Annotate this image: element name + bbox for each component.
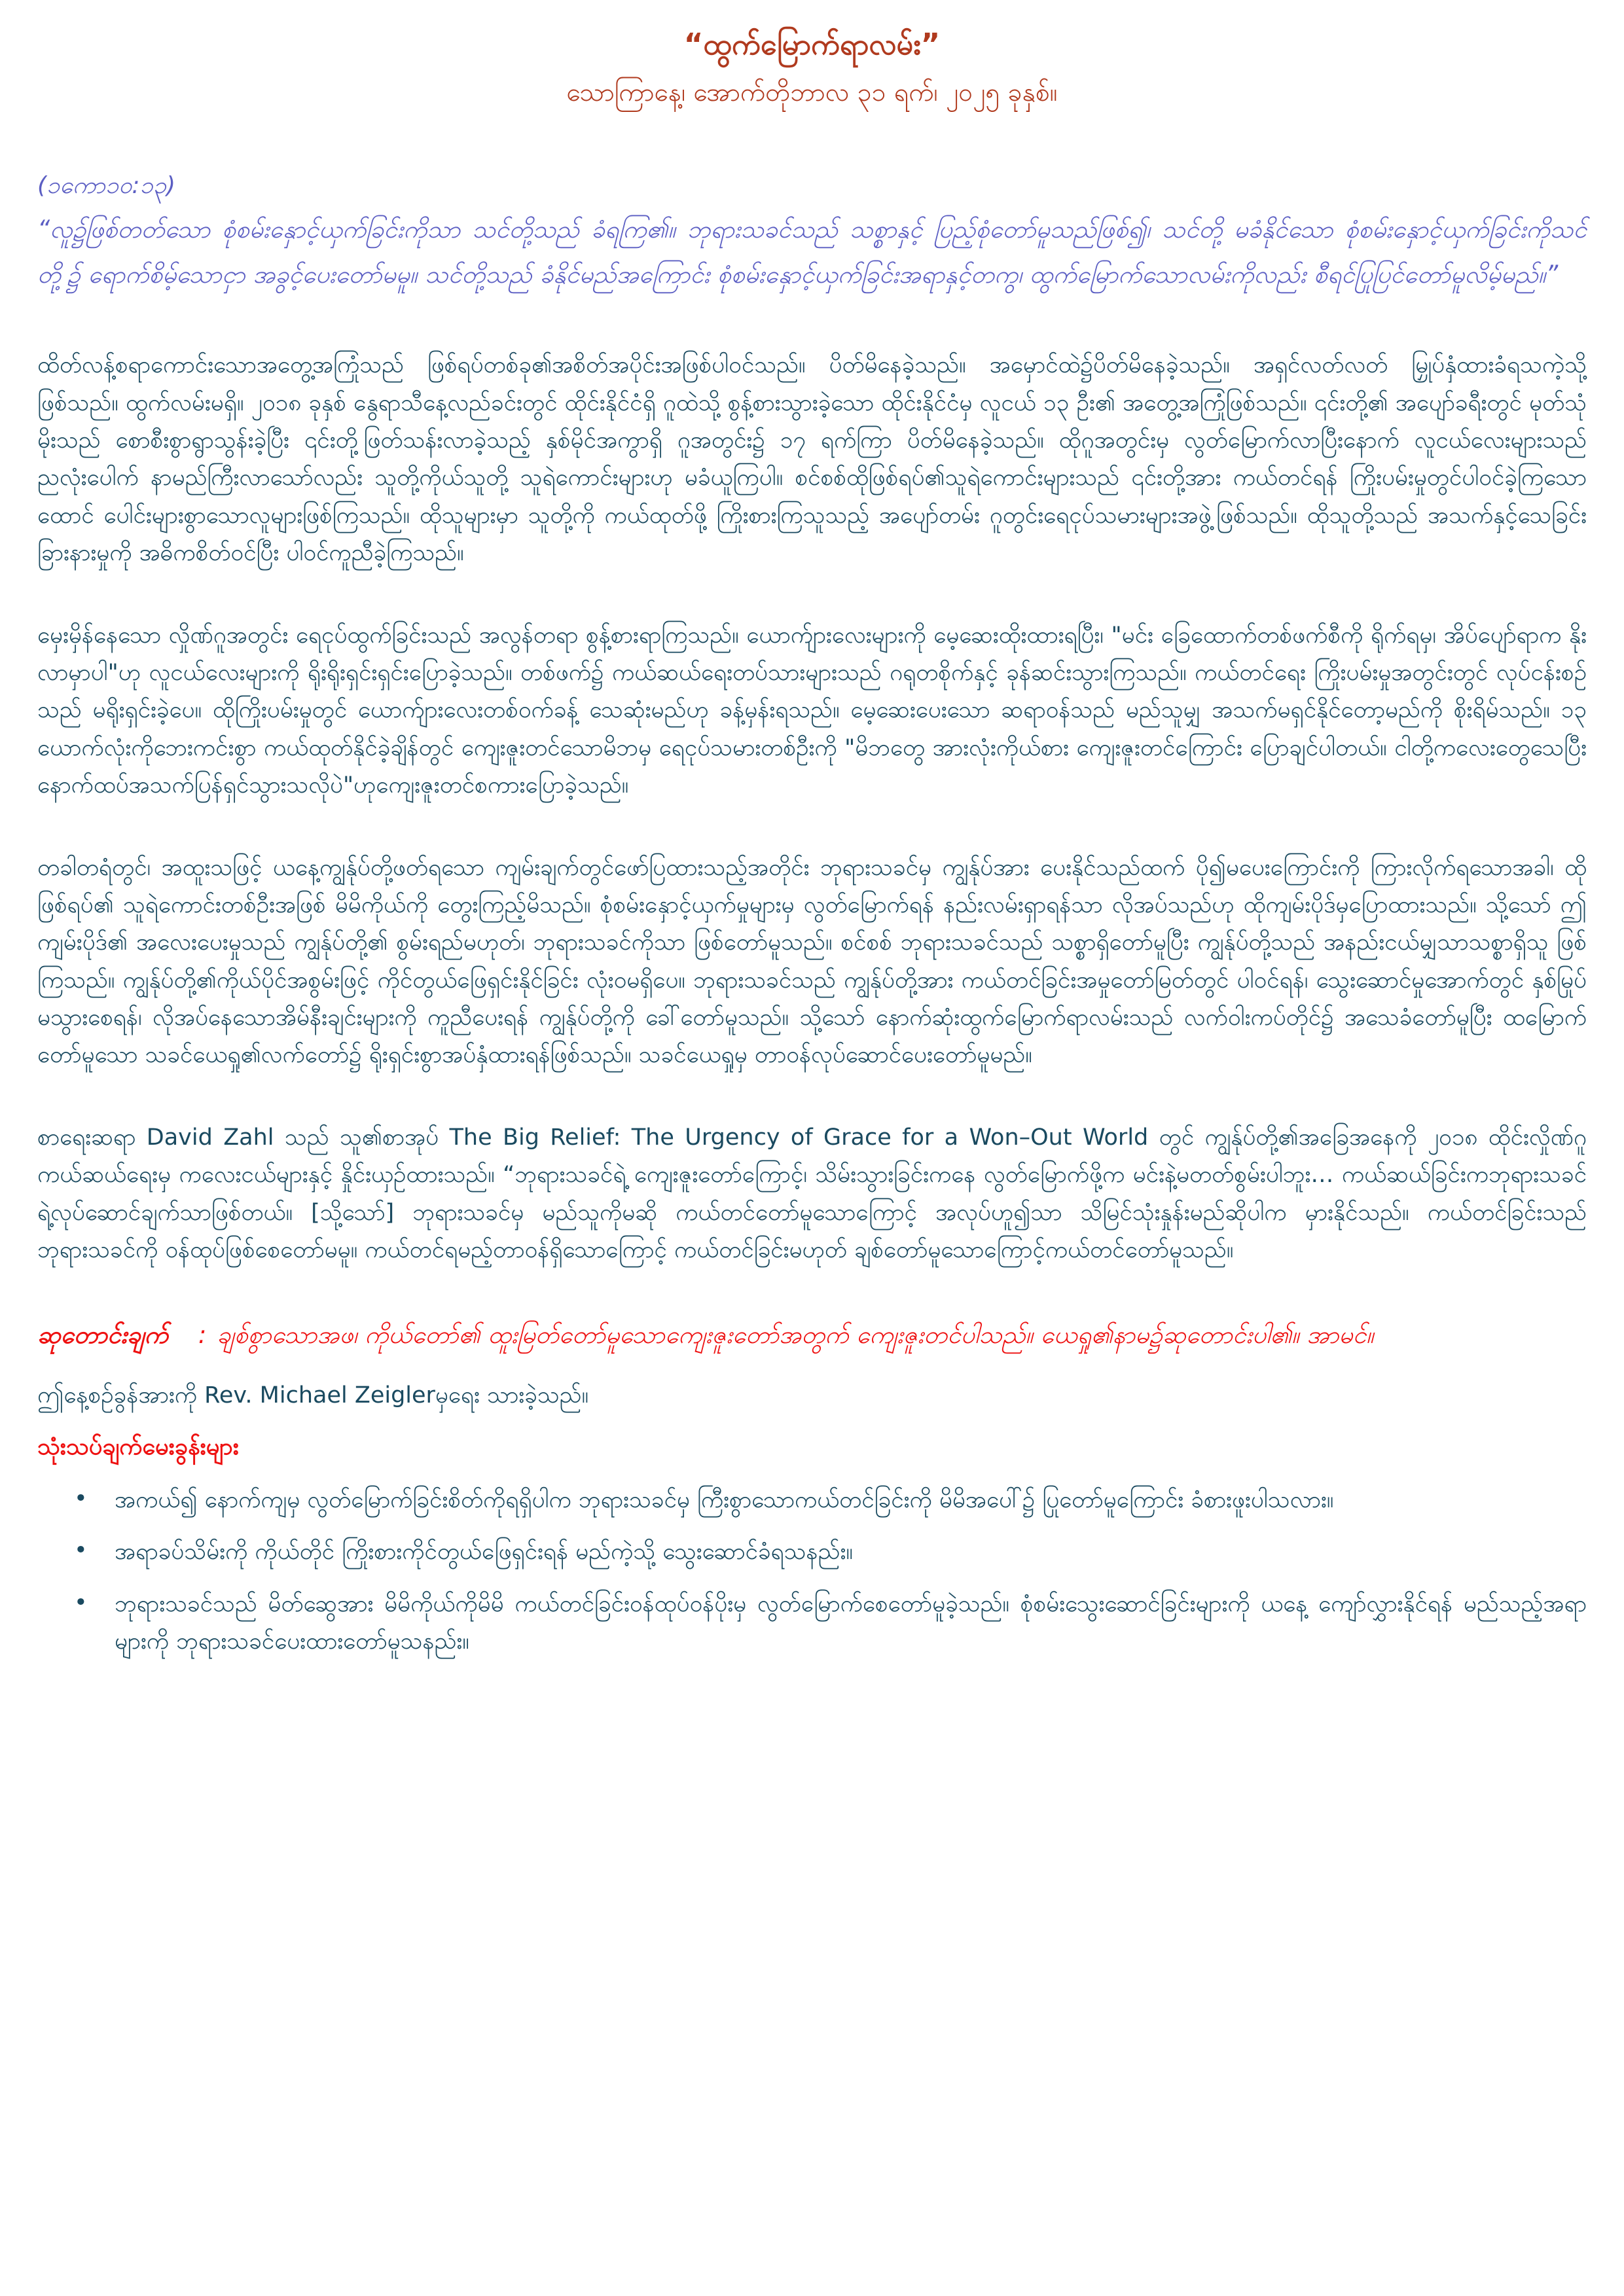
body-paragraph-2: မှေးမှိန်နေသော လှိုဏ်ဂူအတွင်း ရေငုပ်ထွက်ခြင်းသည် အလွန်တရာ စွန့်စားရာကြသည်။ ယောက်ျားလေးများကို မေ့ဆေးထိုးထားရပြီး၊ "မင်း ခြေထောက်တစ်ဖက်စီကို ရိုက်ရမှ၊ အိပ်ပျော်ရာက နိုးလာမှာပါ"ဟု လူငယ်လေးများကို ရိုးရိုးရှင်းရှင်းပြောခဲ့သည်။ တစ်ဖက်၌ ကယ်ဆယ်ရေးတပ်သားများသည် ဂရုတစိုက်နှင့် ခုန်ဆင်းသွားကြသည်။ ကယ်တင်ရေး ကြိုးပမ်းမှုအတွင်းတွင် လုပ်ငန်းစဉ်သည် မရိုးရှင်းခဲ့ပေ။ ထိုကြိုးပမ်းမှုတွင် ယောက်ျားလေးတစ်ဝက်ခန့် သေဆုံးမည်ဟု ခန့်မှန်းရသည်။ မေ့ဆေးပေးသော ဆရာဝန်သည် မည်သူမျှ အသက်မရှင်နိုင်တော့မည်ကို စိုးရိမ်သည်။ ၁၃ ယောက်လုံးကိုဘေးကင်းစွာ ကယ်ထုတ်နိုင်ခဲ့ချိန်တွင် ကျေးဇူးတင်သောမိဘမှ ရေငုပ်သမားတစ်ဦးကို "မိဘတွေ အားလုံးကိုယ်စား ကျေးဇူးတင်ကြောင်း ပြောချင်ပါတယ်။ ငါတို့ကလေးတွေသေပြီး နောက်ထပ်အသက်ပြန်ရှင်သွားသလိုပဲ"ဟုကျေးဇူးတင်စကားပြောခဲ့သည်။ <box>37 622 1587 799</box>
prayer-text: ချစ်စွာသောအဖ၊ ကိုယ်တော်၏ ထူးမြတ်တော်မူသောကျေးဇူးတော်အတွက် ကျေးဇူးတင်ပါသည်။ ယေရှု၏နာမ၌ဆုတောင်းပါ၏။ အာမင်။ <box>217 1321 1374 1350</box>
question-item-2 <box>37 1534 1587 1571</box>
body-paragraph-3: တခါတရံတွင်၊ အထူးသဖြင့် ယနေ့ကျွန်ုပ်တို့ဖတ်ရသော ကျမ်းချက်တွင်ဖော်ပြထားသည့်အတိုင်း ဘုရားသခင်မှ ကျွန်ုပ်အား ပေးနိုင်သည်ထက် ပို၍မပေးကြောင်းကို ကြားလိုက်ရသောအခါ၊ ထိုဖြစ်ရပ်၏ သူရဲကောင်းတစ်ဦးအဖြစ် မိမိကိုယ်ကို တွေးကြည့်မိသည်။ စုံစမ်းနှောင့်ယှက်မှုများမှ လွတ်မြောက်ရန် နည်းလမ်းရှာရန်သာ လိုအပ်သည်ဟု ထိုကျမ်းပိုဒ်မှပြောထားသည်။ သို့သော် ဤကျမ်းပိုဒ်၏ အလေးပေးမှုသည် ကျွန်ုပ်တို့၏ စွမ်းရည်မဟုတ်၊ ဘုရားသခင်ကိုသာ ဖြစ်တော်မူသည်။ စင်စစ် ဘုရားသခင်သည် သစ္စာရှိတော်မူပြီး ကျွန်ုပ်တို့သည် အနည်းငယ်မျှသာသစ္စာရှိသူ ဖြစ်ကြသည်။ ကျွန်ုပ်တို့၏ကိုယ်ပိုင်အစွမ်းဖြင့် ကိုင်တွယ်ဖြေရှင်းနိုင်ခြင်း လုံးဝမရှိပေ။ ဘုရားသခင်သည် ကျွန်ုပ်တို့အား ကယ်တင်ခြင်းအမှုတော်မြတ်တွင် ပါဝင်ရန်၊ သွေးဆောင်မှုအောက်တွင် နှစ်မြုပ်မသွားစေရန်၊ လိုအပ်နေသောအိမ်နီးချင်းများကို ကူညီပေးရန် ကျွန်ုပ်တို့ကို ခေါ်တော်မူသည်။ သို့သော် နောက်ဆုံးထွက်မြောက်ရာလမ်းသည် လက်ဝါးကပ်တိုင်၌ အသေခံတော်မူပြီး ထမြောက်တော်မူသော သခင်ယေရှု၏လက်တော်၌ ရိုးရှင်းစွာအပ်နှံထားရန်ဖြစ်သည်။ သခင်ယေရှုမှ တာဝန်လုပ်ဆောင်ပေးတော်မူမည်။ <box>37 854 1587 1069</box>
bullet-icon: • <box>74 1486 88 1513</box>
question-item-1 <box>37 1482 1587 1519</box>
scripture-reference: (၁ကော၁၀:၁၃) <box>37 172 176 200</box>
attribution-line: ဤနေ့စဉ်ခွန်အားကို Rev. Michael Zeiglerမှရေး သားခဲ့သည်။ <box>37 1382 589 1409</box>
question-list <box>37 1482 1587 1661</box>
prayer-colon: : <box>198 1321 207 1350</box>
questions-heading: သုံးသပ်ချက်မေးခွန်းများ <box>37 1433 239 1461</box>
scripture-quote: “လူ၌ဖြစ်တတ်သော စုံစမ်းနှောင့်ယှက်ခြင်းကိုသာ သင်တို့သည် ခံရကြ၏။ ဘုရားသခင်သည် သစ္စာနှင့် ပြည့်စုံတော်မူသည်ဖြစ်၍၊ သင်တို့ မခံနိုင်သော စုံစမ်းနှောင့်ယှက်ခြင်းကိုသင်တို့၌ ရောက်စိမ့်သောငှာ အခွင့်ပေးတော်မမူ။ သင်တို့သည် ခံနိုင်မည်အကြောင်း စုံစမ်းနှောင့်ယှက်ခြင်းအရာနှင့်တကွ၊ ထွက်မြောက်သောလမ်းကိုလည်း စီရင်ပြုပြင်တော်မူလိမ့်မည်။” <box>37 215 1587 289</box>
bullet-icon: • <box>74 1537 88 1564</box>
prayer-paragraph <box>37 1314 1587 1357</box>
page-title: “ထွက်မြောက်ရာလမ်း” <box>683 27 941 62</box>
question-text: အရာခပ်သိမ်းကို ကိုယ်တိုင် ကြိုးစားကိုင်တွယ်ဖြေရှင်းရန် မည်ကဲ့သို့ သွေးဆောင်ခံရသနည်း။ <box>115 1539 853 1566</box>
date-line: သောကြာနေ့၊ အောက်တိုဘာလ ၃၁ ရက်၊ ၂၀၂၅ ခုနှစ်။ <box>566 77 1058 107</box>
prayer-label: ဆုတောင်းချက် <box>37 1321 168 1350</box>
body-paragraph-1: ထိတ်လန့်စရာကောင်းသောအတွေ့အကြုံသည် ဖြစ်ရပ်တစ်ခု၏အစိတ်အပိုင်းအဖြစ်ပါဝင်သည်။ ပိတ်မိနေခဲ့သည်။ အမှောင်ထဲ၌ပိတ်မိနေခဲ့သည်။ အရှင်လတ်လတ် မြှုပ်နှံထားခံရသကဲ့သို့ဖြစ်သည်။ ထွက်လမ်းမရှိ။ ၂၀၁၈ ခုနှစ် နွေရာသီနေ့လည်ခင်းတွင် ထိုင်းနိုင်ငံရှိ ဂူထဲသို့ စွန့်စားသွားခဲ့သော ထိုင်းနိုင်ငံမှ လူငယ် ၁၃ ဦး၏ အတွေ့အကြုံဖြစ်သည်။ ၎င်းတို့၏ အပျော်ခရီးတွင် မုတ်သုံမိုးသည် စောစီးစွာရွာသွန်းခဲ့ပြီး ၎င်းတို့ဖြတ်သန်းလာခဲ့သည့် နှစ်မိုင်အကွာရှိ ဂူအတွင်း၌ ၁၇ ရက်ကြာ ပိတ်မိနေခဲ့သည်။ ထိုဂူအတွင်းမှ လွတ်မြောက်လာပြီးနောက် လူငယ်လေးများသည် ညလုံးပေါက် နာမည်ကြီးလာသော်လည်း သူတို့ကိုယ်သူတို့ သူရဲကောင်းများဟု မခံယူကြပါ။ စင်စစ်ထိုဖြစ်ရပ်၏သူရဲကောင်းများသည် ၎င်းတို့အား ကယ်တင်ရန် ကြိုးပမ်းမှုတွင်ပါဝင်ခဲ့ကြသောထောင် ပေါင်းများစွာသောလူများဖြစ်ကြသည်။ ထိုသူများမှာ သူတို့ကို ကယ်ထုတ်ဖို့ ကြိုးစားကြသူသည့် အပျော်တမ်း ဂူတွင်းရေငုပ်သမားများအဖွဲ့ဖြစ်သည်။ ထိုသူတို့သည် အသက်နှင့်သေခြင်းခြားနားမှုကို အဓိကစိတ်ဝင်ပြီး ပါဝင်ကူညီခဲ့ကြသည်။ <box>37 352 1587 567</box>
question-item-3 <box>37 1586 1587 1661</box>
body-paragraph-4: စာရေးဆရာ David Zahl သည် သူ၏စာအုပ် The Big Relief: The Urgency of Grace for a Won–Out World တွင် ကျွန်ုပ်တို့၏အခြေအနေကို ၂၀၁၈ ထိုင်းလှိုဏ်ဂူကယ်ဆယ်ရေးမှ ကလေးငယ်များနှင့် နှိုင်းယှဉ်ထားသည်။ “ဘုရားသခင်ရဲ့ ကျေးဇူးတော်ကြောင့်၊ သိမ်းသွားခြင်းကနေ လွတ်မြောက်ဖို့က မင်းနဲ့မတတ်စွမ်းပါဘူး… ကယ်ဆယ်ခြင်းကဘုရားသခင်ရဲ့လုပ်ဆောင်ချက်သာဖြစ်တယ်။ [သို့သော်] ဘုရားသခင်မှ မည်သူကိုမဆို ကယ်တင်တော်မူသောကြောင့် အလုပ်ဟူ၍သာ သိမြင်သုံးနှုန်းမည်ဆိုပါက မှားနိုင်သည်။ ကယ်တင်ခြင်းသည် ဘုရားသခင်ကို ဝန်ထုပ်ဖြစ်စေတော်မမူ။ ကယ်တင်ရမည့်တာဝန်ရှိသောကြောင့် ကယ်တင်ခြင်းမဟုတ် ချစ်တော်မူသောကြောင့်ကယ်တင်တော်မူသည်။ <box>37 1124 1587 1264</box>
question-text: အကယ်၍ နောက်ကျမှ လွတ်မြောက်ခြင်းစိတ်ကိုရရှိပါက ဘုရားသခင်မှ ကြီးစွာသောကယ်တင်ခြင်းကို မိမိအပေါ်၌ ပြုတော်မူကြောင်း ခံစားဖူးပါသလား။ <box>115 1487 1334 1514</box>
question-text: ဘုရားသခင်သည် မိတ်ဆွေအား မိမိကိုယ်ကိုမိမိ ကယ်တင်ခြင်းဝန်ထုပ်ဝန်ပိုးမှ လွတ်မြောက်စေတော်မူခဲ့သည်။ စုံစမ်းသွေးဆောင်ခြင်းများကို ယနေ့ ကျော်လွှားနိုင်ရန် မည်သည့်အရာများကို ဘုရားသခင်ပေးထားတော်မူသနည်း။ <box>115 1590 1587 1655</box>
bullet-icon: • <box>74 1589 88 1616</box>
